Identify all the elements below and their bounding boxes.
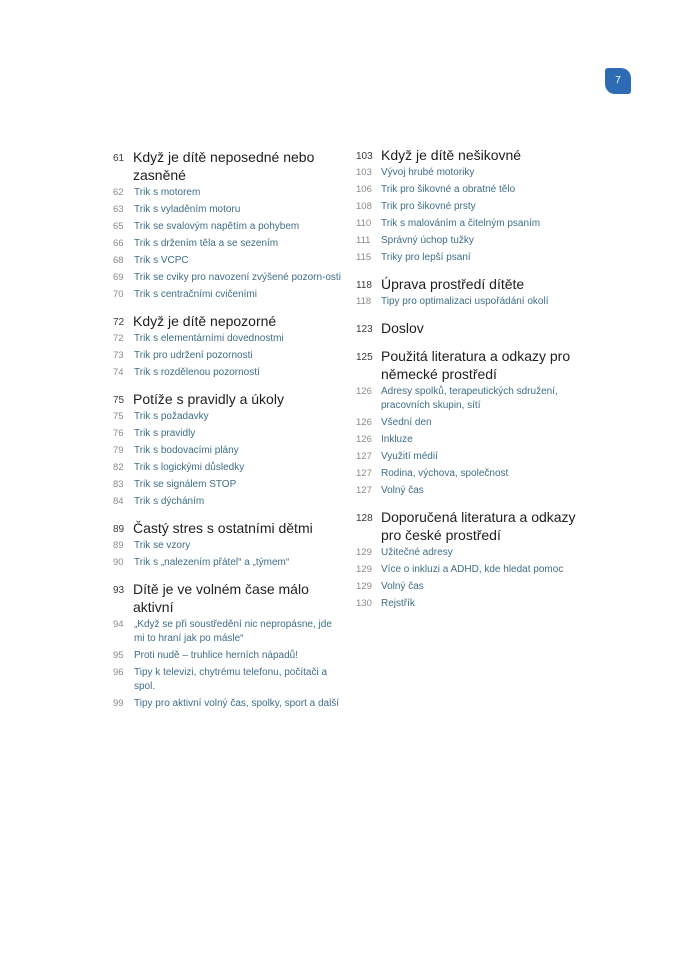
- entry-title: Trik pro šikovné prsty: [381, 201, 476, 212]
- entry-title: Správný úchop tužky: [381, 235, 474, 246]
- entry-title: Trik s malováním a čitelným psaním: [381, 218, 541, 229]
- toc-section: [356, 319, 581, 337]
- toc-entry[interactable]: [113, 618, 341, 646]
- entry-title: Trik pro udržení pozornosti: [134, 350, 253, 361]
- toc-entry[interactable]: [113, 697, 341, 711]
- toc-entry[interactable]: [113, 288, 341, 302]
- toc-entry[interactable]: [356, 597, 581, 611]
- toc-entry[interactable]: [113, 271, 341, 285]
- entry-page-number: 76: [113, 428, 124, 439]
- entry-title: Trik s držením těla a se sezením: [134, 238, 279, 249]
- section-title: Když je dítě nešikovné: [381, 147, 522, 163]
- entry-page-number: 72: [113, 333, 124, 344]
- toc-section-heading[interactable]: [113, 312, 341, 330]
- section-page-number: 125: [356, 352, 373, 363]
- entry-page-number: 90: [113, 557, 124, 568]
- entry-title: Trik s dýcháním: [134, 496, 205, 507]
- section-title: Dítě je ve volném čase málo aktivní: [133, 581, 309, 615]
- toc-entry[interactable]: [113, 495, 341, 509]
- toc-entry[interactable]: [113, 349, 341, 363]
- entry-page-number: 62: [113, 187, 124, 198]
- entry-page-number: 106: [356, 184, 372, 195]
- entry-title: Trik s motorem: [134, 187, 201, 198]
- entry-page-number: 99: [113, 698, 124, 709]
- entry-page-number: 129: [356, 581, 372, 592]
- entry-title: Rejstřík: [381, 598, 415, 609]
- toc-section-heading[interactable]: [356, 275, 581, 293]
- toc-entry[interactable]: [113, 649, 341, 663]
- toc-entry[interactable]: [113, 186, 341, 200]
- entry-title: Trik se vzory: [134, 540, 191, 551]
- section-title: Použitá literatura a odkazy pro německé prostředí: [381, 348, 571, 382]
- toc-entry[interactable]: [113, 556, 341, 570]
- toc-section-heading[interactable]: [113, 148, 341, 184]
- entry-page-number: 96: [113, 667, 124, 678]
- page-number-badge: 7: [605, 68, 631, 94]
- toc-section: [113, 312, 341, 380]
- toc-section: [356, 275, 581, 309]
- entry-title: Trik s centračními cvičeními: [134, 289, 257, 300]
- toc-section: [113, 519, 341, 570]
- entry-page-number: 94: [113, 619, 124, 630]
- entry-page-number: 89: [113, 540, 124, 551]
- toc-entry[interactable]: [356, 416, 581, 430]
- entry-title: Více o inkluzi a ADHD, kde hledat pomoc: [381, 564, 564, 575]
- entry-page-number: 130: [356, 598, 372, 609]
- toc-entry[interactable]: [113, 410, 341, 424]
- entry-title: Trik s elementárními dovednostmi: [134, 333, 284, 344]
- toc-section-heading[interactable]: [113, 390, 341, 408]
- entry-title: Využití médií: [381, 451, 438, 462]
- toc-section-heading[interactable]: [356, 146, 581, 164]
- entry-page-number: 83: [113, 479, 124, 490]
- entry-page-number: 65: [113, 221, 124, 232]
- toc-right-column: [356, 146, 581, 621]
- entry-page-number: 69: [113, 272, 124, 283]
- section-page-number: 123: [356, 324, 373, 335]
- toc-entry[interactable]: [356, 251, 581, 265]
- entry-title: Trik s logickými důsledky: [134, 462, 245, 473]
- entry-title: Všední den: [381, 417, 432, 428]
- entry-page-number: 111: [356, 235, 371, 246]
- entry-title: Proti nudě – truhlice herních nápadů!: [134, 650, 298, 661]
- toc-entry[interactable]: [113, 461, 341, 475]
- section-title: Doslov: [381, 320, 424, 336]
- toc-entry[interactable]: [356, 450, 581, 464]
- section-page-number: 103: [356, 151, 373, 162]
- section-page-number: 93: [113, 585, 125, 596]
- section-page-number: 75: [113, 395, 125, 406]
- entry-title: Tipy pro aktivní volný čas, spolky, sport a další: [134, 698, 340, 709]
- section-title: Úprava prostředí dítěte: [381, 276, 525, 292]
- toc-section-heading[interactable]: [356, 508, 581, 544]
- entry-title: Trik pro šikovné a obratné tělo: [381, 184, 516, 195]
- section-title: Když je dítě nepozorné: [133, 313, 277, 329]
- toc-entry[interactable]: [113, 220, 341, 234]
- entry-title: Vývoj hrubé motoriky: [381, 167, 475, 178]
- entry-page-number: 82: [113, 462, 124, 473]
- entry-title: Trik se cviky pro navození zvýšené pozorn-osti: [134, 272, 341, 283]
- toc-entry[interactable]: [356, 183, 581, 197]
- section-title: Když je dítě neposedné nebo zasněné: [133, 149, 315, 183]
- toc-entry[interactable]: [113, 427, 341, 441]
- entry-page-number: 75: [113, 411, 124, 422]
- toc-entry[interactable]: [113, 254, 341, 268]
- entry-title: Volný čas: [381, 485, 424, 496]
- section-title: Doporučená literatura a odkazy pro české prostředí: [381, 509, 576, 543]
- toc-section-heading[interactable]: [113, 580, 341, 616]
- entry-page-number: 108: [356, 201, 372, 212]
- toc-entry[interactable]: [356, 200, 581, 214]
- entry-page-number: 127: [356, 468, 372, 479]
- entry-title: Triky pro lepší psaní: [381, 252, 471, 263]
- entry-page-number: 115: [356, 252, 372, 263]
- toc-section: [356, 347, 581, 498]
- entry-page-number: 73: [113, 350, 124, 361]
- entry-title: Trik se svalovým napětím a pohybem: [134, 221, 300, 232]
- entry-title: „Když se při soustředění nic nepropásne, jde mi to hraní jak po másle“: [134, 619, 332, 644]
- toc-entry[interactable]: [356, 166, 581, 180]
- toc-section: [113, 580, 341, 711]
- entry-page-number: 84: [113, 496, 124, 507]
- entry-title: Trik s požadavky: [134, 411, 209, 422]
- toc-entry[interactable]: [356, 295, 581, 309]
- entry-page-number: 127: [356, 485, 372, 496]
- entry-page-number: 68: [113, 255, 124, 266]
- entry-page-number: 79: [113, 445, 124, 456]
- toc-section-heading[interactable]: [113, 519, 341, 537]
- entry-title: Trik se signálem STOP: [134, 479, 237, 490]
- entry-page-number: 129: [356, 547, 372, 558]
- entry-title: Inkluze: [381, 434, 413, 445]
- entry-page-number: 118: [356, 296, 372, 307]
- toc-entry[interactable]: [113, 666, 341, 694]
- section-title: Potíže s pravidly a úkoly: [133, 391, 284, 407]
- entry-title: Trik s pravidly: [134, 428, 196, 439]
- entry-title: Trik s rozdělenou pozorností: [134, 367, 260, 378]
- entry-page-number: 74: [113, 367, 124, 378]
- entry-title: Tipy pro optimalizaci uspořádání okolí: [381, 296, 549, 307]
- entry-title: Adresy spolků, terapeutických sdružení, pracovních skupin, sítí: [381, 386, 558, 411]
- section-title: Častý stres s ostatními dětmi: [133, 520, 313, 536]
- entry-page-number: 110: [356, 218, 372, 229]
- entry-page-number: 95: [113, 650, 124, 661]
- toc-entry[interactable]: [356, 546, 581, 560]
- toc-entry[interactable]: [356, 433, 581, 447]
- section-page-number: 72: [113, 317, 125, 328]
- toc-section-heading[interactable]: [356, 319, 581, 337]
- entry-page-number: 103: [356, 167, 372, 178]
- entry-page-number: 126: [356, 417, 372, 428]
- entry-page-number: 127: [356, 451, 372, 462]
- section-page-number: 128: [356, 513, 373, 524]
- entry-title: Trik s VCPC: [134, 255, 189, 266]
- entry-page-number: 70: [113, 289, 124, 300]
- toc-entry[interactable]: [113, 366, 341, 380]
- section-page-number: 61: [113, 153, 125, 164]
- toc-entry[interactable]: [113, 444, 341, 458]
- toc-section: [356, 508, 581, 611]
- toc-entry[interactable]: [356, 385, 581, 413]
- entry-title: Užitečné adresy: [381, 547, 453, 558]
- toc-entry[interactable]: [356, 563, 581, 577]
- entry-title: Rodina, výchova, společnost: [381, 468, 509, 479]
- entry-title: Tipy k televizi, chytrému telefonu, počítači a spol.: [134, 667, 328, 692]
- toc-section: [113, 148, 341, 302]
- section-page-number: 89: [113, 524, 125, 535]
- entry-title: Trik s bodovacími plány: [134, 445, 239, 456]
- toc-section: [356, 146, 581, 265]
- toc-entry[interactable]: [113, 203, 341, 217]
- toc-entry[interactable]: [113, 478, 341, 492]
- toc-left-column: [113, 148, 341, 721]
- toc-entry[interactable]: [356, 217, 581, 231]
- entry-page-number: 126: [356, 386, 372, 397]
- entry-page-number: 66: [113, 238, 124, 249]
- entry-title: Volný čas: [381, 581, 424, 592]
- toc-entry[interactable]: [356, 580, 581, 594]
- toc-entry[interactable]: [356, 467, 581, 481]
- section-page-number: 118: [356, 280, 372, 291]
- entry-page-number: 63: [113, 204, 124, 215]
- entry-title: Trik s „nalezením přátel“ a „týmem“: [134, 557, 290, 568]
- entry-title: Trik s vyladěním motoru: [134, 204, 241, 215]
- toc-section-heading[interactable]: [356, 347, 581, 383]
- toc-section: [113, 390, 341, 509]
- toc-entry[interactable]: [113, 237, 341, 251]
- toc-entry[interactable]: [356, 234, 581, 248]
- toc-entry[interactable]: [113, 332, 341, 346]
- entry-page-number: 129: [356, 564, 372, 575]
- toc-entry[interactable]: [113, 539, 341, 553]
- toc-entry[interactable]: [356, 484, 581, 498]
- entry-page-number: 126: [356, 434, 372, 445]
